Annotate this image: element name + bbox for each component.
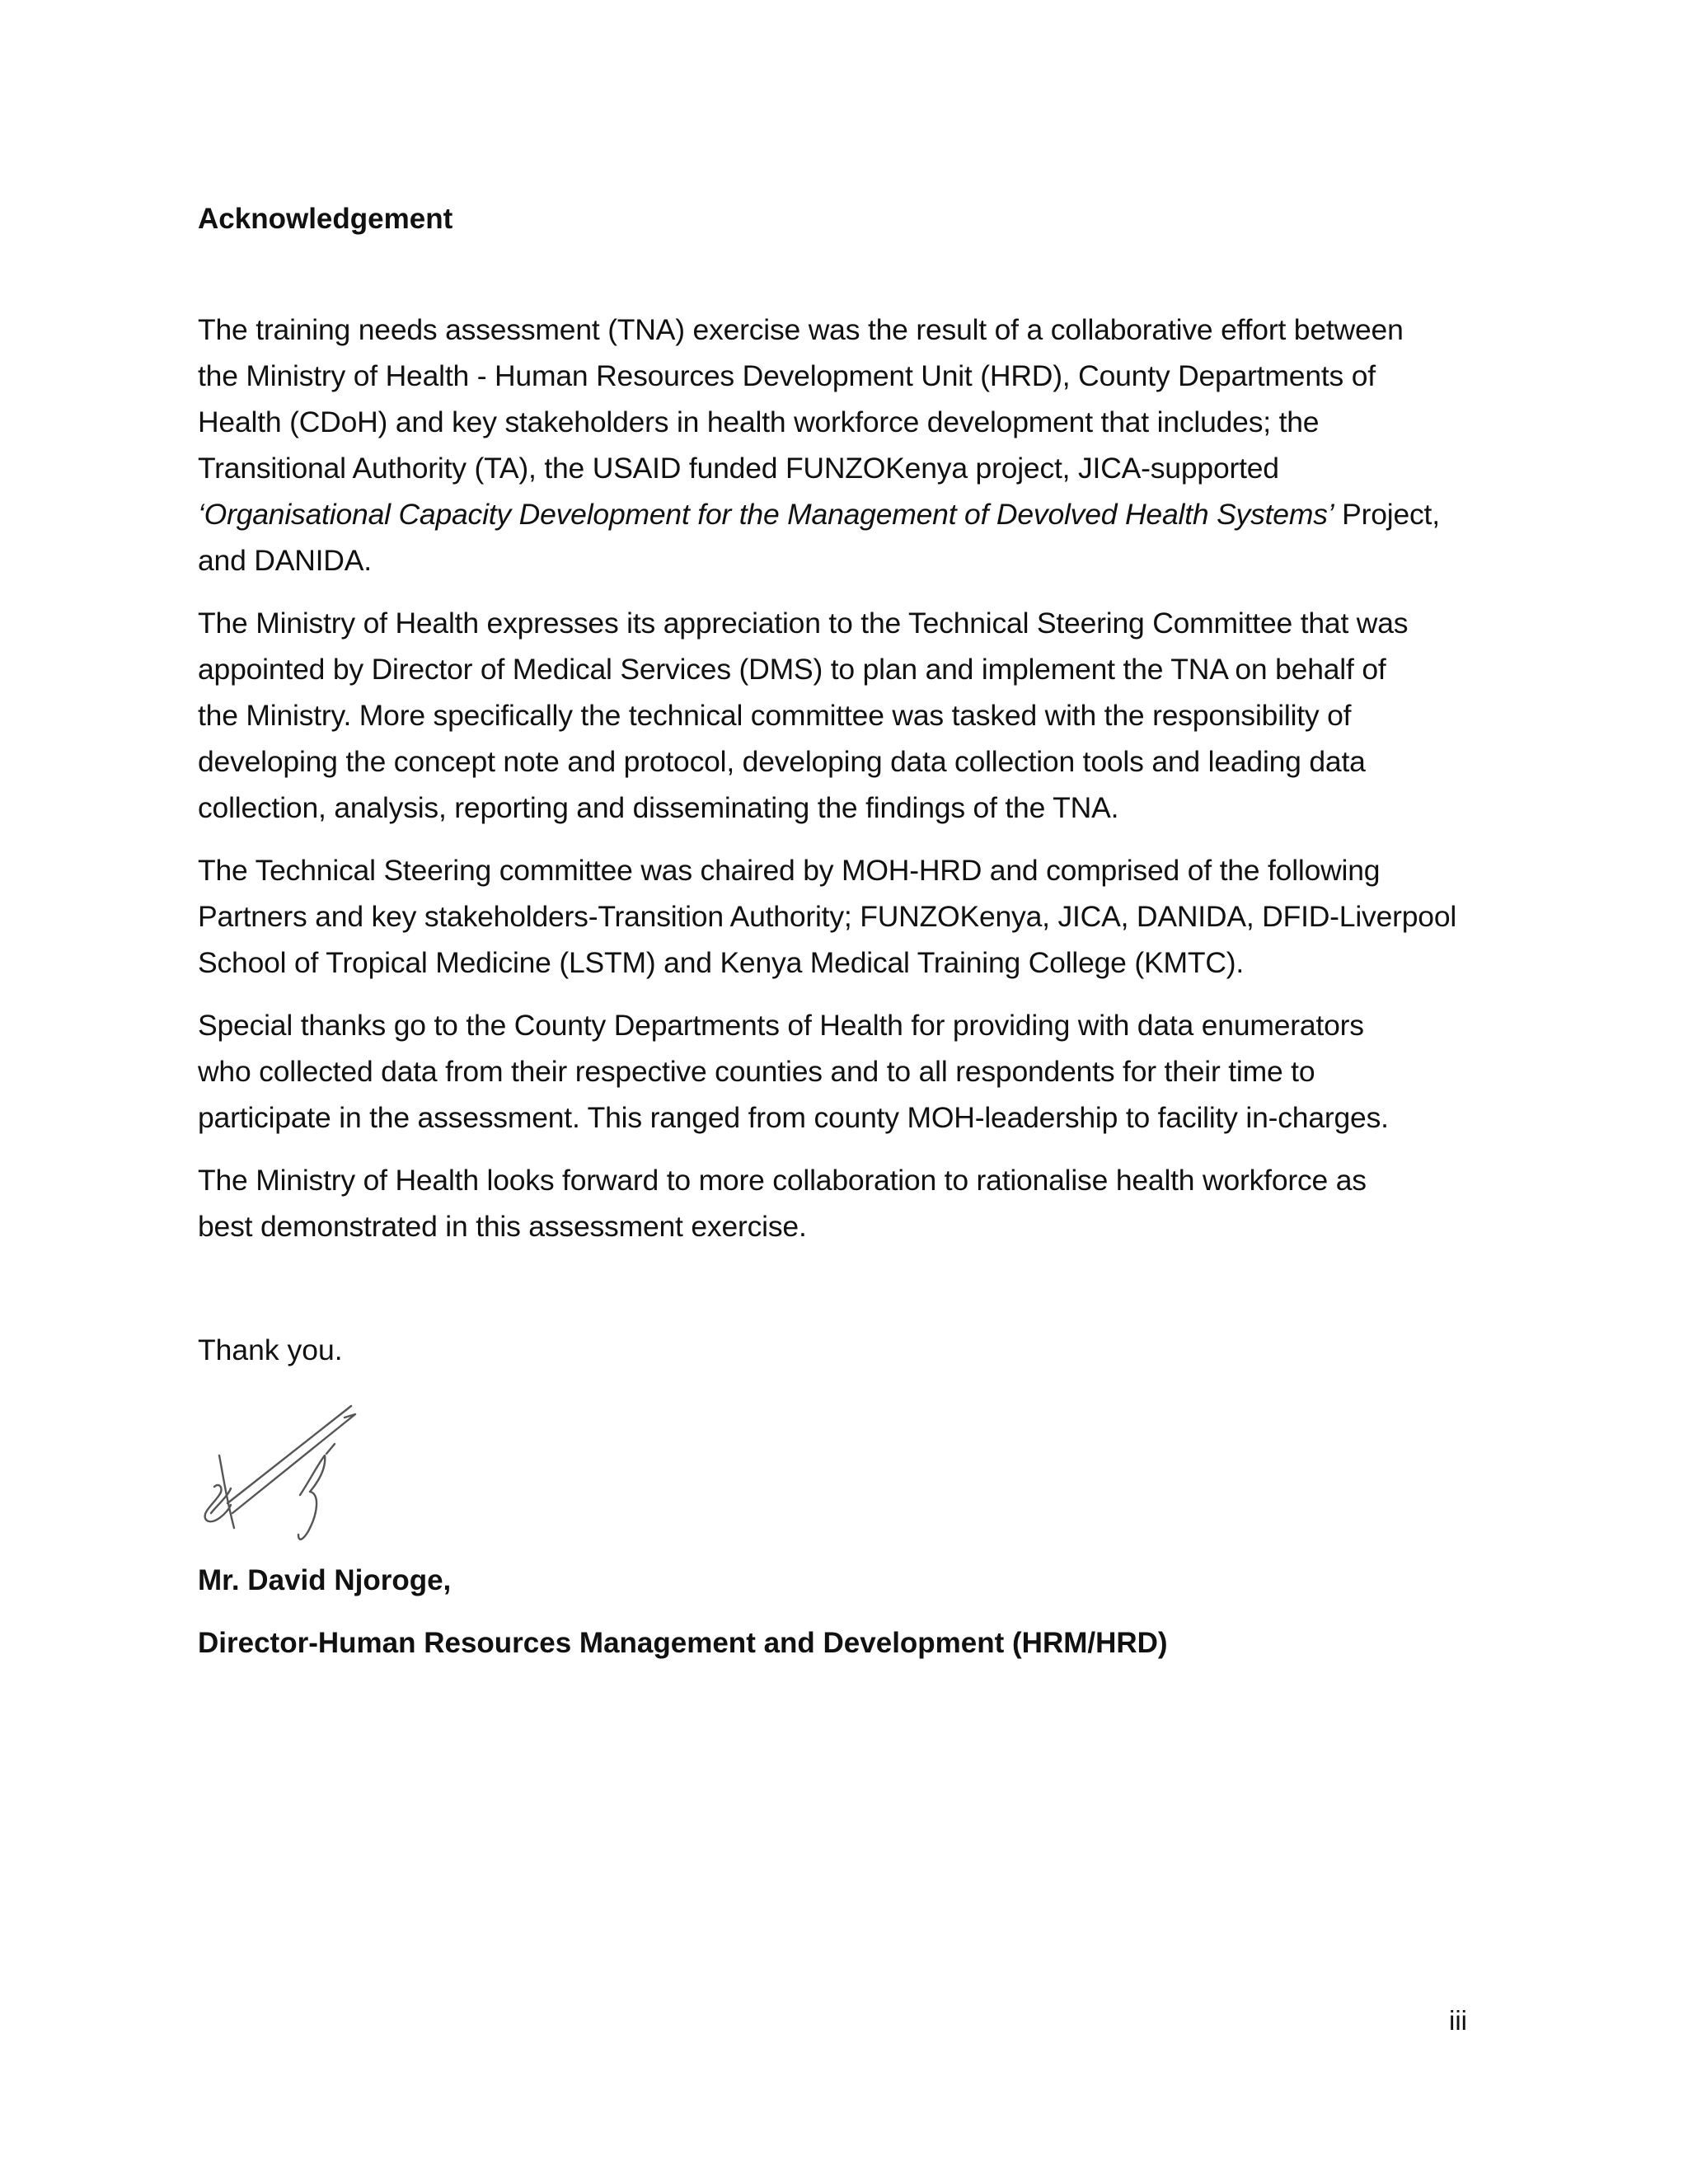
paragraph-line: participate in the assessment. This ranged from county MOH-leadership to facility in-charges. xyxy=(198,1101,1389,1134)
acknowledgement-body xyxy=(198,307,1500,1266)
signer-title: Director-Human Resources Management and Development (HRM/HRD) xyxy=(198,1627,1168,1659)
paragraph-line: The Ministry of Health looks forward to more collaboration to rationalise health workforce as xyxy=(198,1164,1367,1197)
paragraph-line: The Technical Steering committee was chaired by MOH-HRD and comprised of the following xyxy=(198,854,1381,887)
paragraph-line: Transitional Authority (TA), the USAID funded FUNZOKenya project, JICA-supported xyxy=(198,452,1279,485)
paragraph-line: the Ministry. More specifically the technical committee was tasked with the responsibility of xyxy=(198,699,1352,732)
project-title-italic: ‘Organisational Capacity Development for the Management of Devolved Health Systems’ xyxy=(198,498,1334,531)
paragraph-line: The training needs assessment (TNA) exercise was the result of a collaborative effort between xyxy=(198,313,1404,346)
paragraph-line: Special thanks go to the County Departments of Health for providing with data enumerators xyxy=(198,1009,1364,1042)
signer-name: Mr. David Njoroge, xyxy=(198,1564,452,1596)
paragraph-4 xyxy=(198,1002,1500,1141)
paragraph-line: School of Tropical Medicine (LSTM) and Kenya Medical Training College (KMTC). xyxy=(198,946,1245,979)
paragraph-line: who collected data from their respective counties and to all respondents for their time to xyxy=(198,1055,1315,1088)
page-title: Acknowledgement xyxy=(198,203,453,235)
paragraph-line xyxy=(198,491,1500,537)
paragraph-line: Partners and key stakeholders-Transition Authority; FUNZOKenya, JICA, DANIDA, DFID-Liverpool xyxy=(198,900,1457,933)
paragraph-2 xyxy=(198,600,1500,831)
paragraph-line: Health (CDoH) and key stakeholders in health workforce development that includes; the xyxy=(198,405,1320,438)
paragraph-3 xyxy=(198,847,1500,986)
paragraph-line: appointed by Director of Medical Services (DMS) to plan and implement the TNA on behalf of xyxy=(198,653,1386,686)
paragraph-line: best demonstrated in this assessment exercise. xyxy=(198,1210,807,1243)
paragraph-line: and DANIDA. xyxy=(198,544,372,577)
closing-text: Thank you. xyxy=(198,1333,343,1366)
paragraph-5 xyxy=(198,1157,1500,1249)
paragraph-1 xyxy=(198,307,1500,583)
paragraph-line: The Ministry of Health expresses its appreciation to the Technical Steering Committee that was xyxy=(198,607,1409,640)
paragraph-line: developing the concept note and protocol, developing data collection tools and leading data xyxy=(198,745,1366,778)
page-number: iii xyxy=(1449,2005,1467,2036)
paragraph-line: collection, analysis, reporting and disseminating the findings of the TNA. xyxy=(198,791,1119,824)
paragraph-line: the Ministry of Health - Human Resources Development Unit (HRD), County Departments of xyxy=(198,359,1376,392)
signature-icon xyxy=(195,1390,359,1543)
project-suffix: Project, xyxy=(1334,498,1440,531)
